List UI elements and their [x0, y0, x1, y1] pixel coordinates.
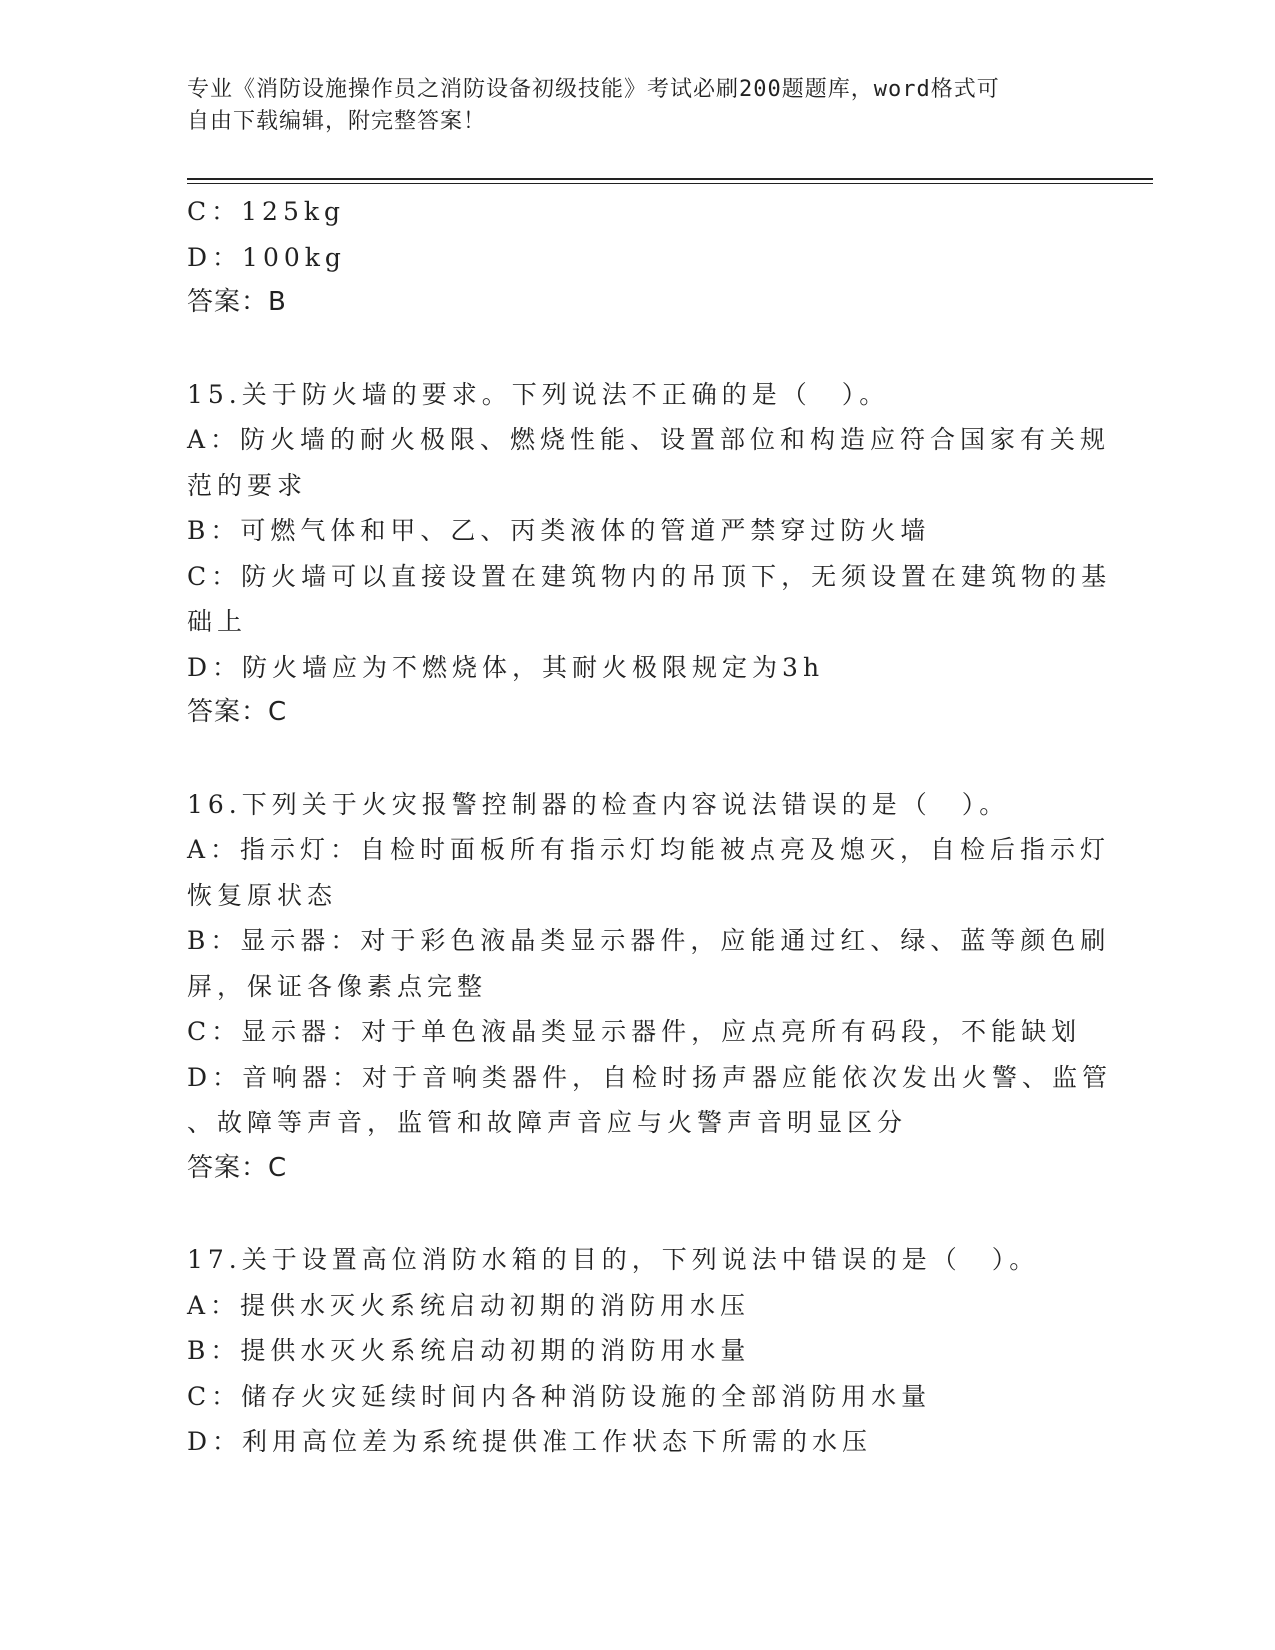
option-c-continued: 础上 — [187, 607, 248, 636]
header-rule-thin — [187, 183, 1153, 184]
answer: 答案：C — [187, 1152, 288, 1183]
option-d: D：防火墙应为不燃烧体，其耐火极限规定为3h — [187, 652, 825, 682]
page-header — [187, 74, 1067, 138]
option-a: A：指示灯：自检时面板所有指示灯均能被点亮及熄灭，自检后指示灯 — [187, 835, 1111, 864]
option-a-continued: 范的要求 — [187, 470, 308, 500]
option-a-continued: 恢复原状态 — [187, 880, 338, 910]
spacer — [187, 736, 1087, 782]
option-a: A：提供水灭火系统启动初期的消防用水压 — [187, 1290, 751, 1320]
question-14-tail — [187, 189, 1087, 326]
option-c: C：显示器：对于单色液晶类显示器件，应点亮所有码段，不能缺划 — [187, 1017, 1082, 1046]
question-17 — [187, 1237, 1087, 1465]
question-list — [187, 189, 1113, 1465]
option-d: D：100kg — [187, 242, 346, 272]
header-rule-thick — [187, 178, 1153, 180]
option-b: B：提供水灭火系统启动初期的消防用水量 — [187, 1336, 751, 1365]
question-16 — [187, 782, 1113, 1192]
option-c: C：防火墙可以直接设置在建筑物内的吊顶下，无须设置在建筑物的基 — [187, 561, 1112, 591]
question-stem: 15.关于防火墙的要求。下列说法不正确的是（ ）。 — [187, 379, 890, 409]
question-15 — [187, 372, 1112, 736]
header-line-1: 专业《消防设施操作员之消防设备初级技能》考试必刷200题题库，word格式可 — [187, 77, 1000, 102]
header-line-2: 自由下载编辑，附完整答案！ — [187, 109, 487, 134]
answer: 答案：B — [187, 287, 287, 317]
option-b: B：显示器：对于彩色液晶类显示器件，应能通过红、绿、蓝等颜色刷 — [187, 926, 1111, 955]
option-d: D：利用高位差为系统提供准工作状态下所需的水压 — [187, 1427, 873, 1456]
answer: 答案：C — [187, 697, 288, 727]
option-b: B：可燃气体和甲、乙、丙类液体的管道严禁穿过防火墙 — [187, 516, 931, 545]
question-stem: 16.下列关于火灾报警控制器的检查内容说法错误的是（ ）。 — [187, 789, 1010, 819]
option-c: C：125kg — [187, 197, 345, 226]
question-stem: 17.关于设置高位消防水箱的目的，下列说法中错误的是（ ）。 — [187, 1245, 1040, 1274]
spacer — [187, 326, 1087, 372]
option-a: A：防火墙的耐火极限、燃烧性能、设置部位和构造应符合国家有关规 — [187, 425, 1111, 454]
option-c: C：储存火灾延续时间内各种消防设施的全部消防用水量 — [187, 1381, 932, 1411]
spacer — [187, 1191, 1087, 1237]
option-d: D：音响器：对于音响类器件，自检时扬声器应能依次发出火警、监管 — [187, 1062, 1113, 1092]
option-b-continued: 屏，保证各像素点完整 — [187, 971, 488, 1001]
option-d-continued: 、故障等声音，监管和故障声音应与火警声音明显区分 — [187, 1108, 908, 1137]
